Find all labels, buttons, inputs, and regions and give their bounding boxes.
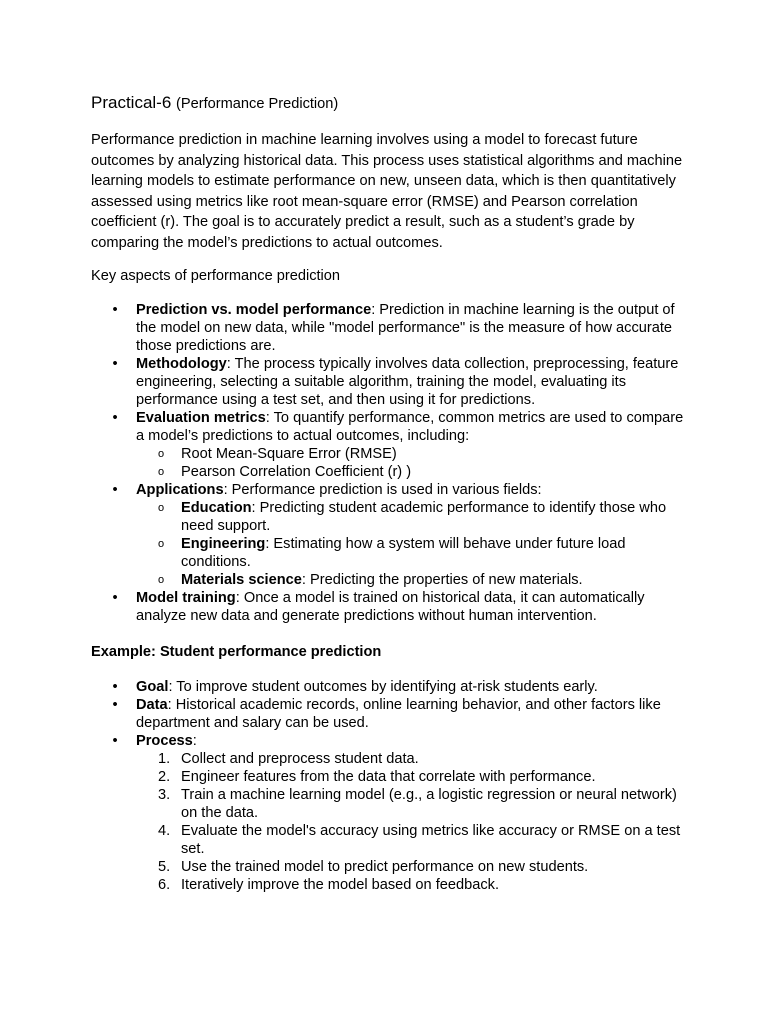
list-item-term: Model training bbox=[136, 589, 236, 606]
example-list bbox=[91, 678, 691, 894]
list-item bbox=[91, 409, 691, 481]
bullet-icon: • bbox=[112, 589, 118, 606]
list-item bbox=[91, 355, 691, 409]
list-item-text: : The process typically involves data collection, preprocessing, feature engineering, selecting a suitable algorithm, training the model, evaluating its performance using a test set, and then using it for predictions. bbox=[136, 355, 679, 408]
circle-bullet-icon: o bbox=[158, 447, 165, 460]
step-number: 3. bbox=[158, 786, 171, 803]
list-item-term: Data bbox=[136, 696, 168, 713]
bullet-icon: • bbox=[112, 301, 118, 318]
bullet-icon: • bbox=[112, 732, 118, 749]
list-item-text: : To improve student outcomes by identifying at-risk students early. bbox=[168, 678, 598, 695]
sub-list-item-text: : Estimating how a system will behave under future load conditions. bbox=[181, 535, 626, 570]
step-text: Train a machine learning model (e.g., a logistic regression or neural network) on the data. bbox=[181, 786, 677, 821]
key-aspects-heading: Key aspects of performance prediction bbox=[91, 267, 341, 284]
sub-list-item-term: Education bbox=[181, 499, 252, 516]
list-item bbox=[91, 589, 691, 625]
list-item bbox=[91, 696, 691, 732]
intro-paragraph: Performance prediction in machine learning involves using a model to forecast future outcomes by analyzing historical data. This process uses statistical algorithms and machine learning models to estimate performance on new, unseen data, which is then quantitatively assessed using metrics like root mean-square error (RMSE) and Pearson correlation coefficient (r). The goal is to accurately predict a result, such as a student’s grade by comparing the model’s predictions to actual outcomes. bbox=[91, 132, 683, 251]
numbered-step bbox=[136, 786, 691, 822]
sub-list-item bbox=[136, 445, 691, 463]
numbered-step bbox=[136, 822, 691, 858]
step-text: Iteratively improve the model based on feedback. bbox=[181, 876, 499, 893]
key-aspects-list bbox=[91, 301, 691, 625]
step-number: 2. bbox=[158, 768, 171, 785]
step-number: 6. bbox=[158, 876, 171, 893]
step-text: Collect and preprocess student data. bbox=[181, 750, 419, 767]
sub-list-item-text: Pearson Correlation Coefficient (r) ) bbox=[181, 463, 412, 480]
circle-bullet-icon: o bbox=[158, 465, 165, 478]
list-item-term: Evaluation metrics bbox=[136, 409, 266, 426]
document-page bbox=[91, 92, 691, 894]
numbered-step bbox=[136, 858, 691, 876]
list-item-text: : bbox=[192, 732, 197, 749]
list-item-text: : Performance prediction is used in various fields: bbox=[223, 481, 542, 498]
step-text: Evaluate the model's accuracy using metrics like accuracy or RMSE on a test set. bbox=[181, 822, 681, 857]
list-item-term: Process bbox=[136, 732, 193, 749]
circle-bullet-icon: o bbox=[158, 501, 165, 514]
sub-list-item-text: : Predicting the properties of new materials. bbox=[301, 571, 583, 588]
sub-list-item bbox=[136, 571, 691, 589]
page-title bbox=[91, 92, 691, 115]
title-subtitle: (Performance Prediction) bbox=[176, 96, 339, 112]
bullet-icon: • bbox=[112, 481, 118, 498]
list-item bbox=[91, 678, 691, 696]
numbered-step bbox=[136, 750, 691, 768]
list-item-text: : To quantify performance, common metrics are used to compare a model’s predictions to actual outcomes, including: bbox=[136, 409, 684, 444]
list-item bbox=[91, 301, 691, 355]
list-item-text: : Historical academic records, online learning behavior, and other factors like department and salary can be used. bbox=[136, 696, 661, 731]
list-item bbox=[91, 481, 691, 589]
step-number: 1. bbox=[158, 750, 171, 767]
list-item-term: Methodology bbox=[136, 355, 227, 372]
list-item-term: Prediction vs. model performance bbox=[136, 301, 372, 318]
step-number: 4. bbox=[158, 822, 171, 839]
circle-bullet-icon: o bbox=[158, 537, 165, 550]
list-item-term: Applications bbox=[136, 481, 224, 498]
list-item bbox=[91, 732, 691, 894]
sub-list-item bbox=[136, 499, 691, 535]
bullet-icon: • bbox=[112, 696, 118, 713]
numbered-step bbox=[136, 876, 691, 894]
title-main: Practical-6 bbox=[91, 93, 172, 112]
metrics-sublist bbox=[136, 445, 691, 481]
list-item-text: : Once a model is trained on historical data, it can automatically analyze new data and generate predictions without human intervention. bbox=[136, 589, 645, 624]
sub-list-item bbox=[136, 535, 691, 571]
applications-sublist bbox=[136, 499, 691, 589]
list-item-term: Goal bbox=[136, 678, 169, 695]
bullet-icon: • bbox=[112, 678, 118, 695]
numbered-step bbox=[136, 768, 691, 786]
bullet-icon: • bbox=[112, 409, 118, 426]
circle-bullet-icon: o bbox=[158, 573, 165, 586]
sub-list-item-term: Engineering bbox=[181, 535, 266, 552]
sub-list-item-text: : Predicting student academic performance to identify those who need support. bbox=[181, 499, 667, 534]
step-number: 5. bbox=[158, 858, 171, 875]
sub-list-item bbox=[136, 463, 691, 481]
bullet-icon: • bbox=[112, 355, 118, 372]
process-steps-list bbox=[136, 750, 691, 894]
step-text: Engineer features from the data that correlate with performance. bbox=[181, 768, 596, 785]
list-item-text: : Prediction in machine learning is the output of the model on new data, while "model performance" is the measure of how accurate those predictions are. bbox=[136, 301, 675, 354]
step-text: Use the trained model to predict performance on new students. bbox=[181, 858, 589, 875]
sub-list-item-text: Root Mean-Square Error (RMSE) bbox=[181, 445, 397, 462]
sub-list-item-term: Materials science bbox=[181, 571, 302, 588]
example-heading: Example: Student performance prediction bbox=[91, 643, 382, 660]
